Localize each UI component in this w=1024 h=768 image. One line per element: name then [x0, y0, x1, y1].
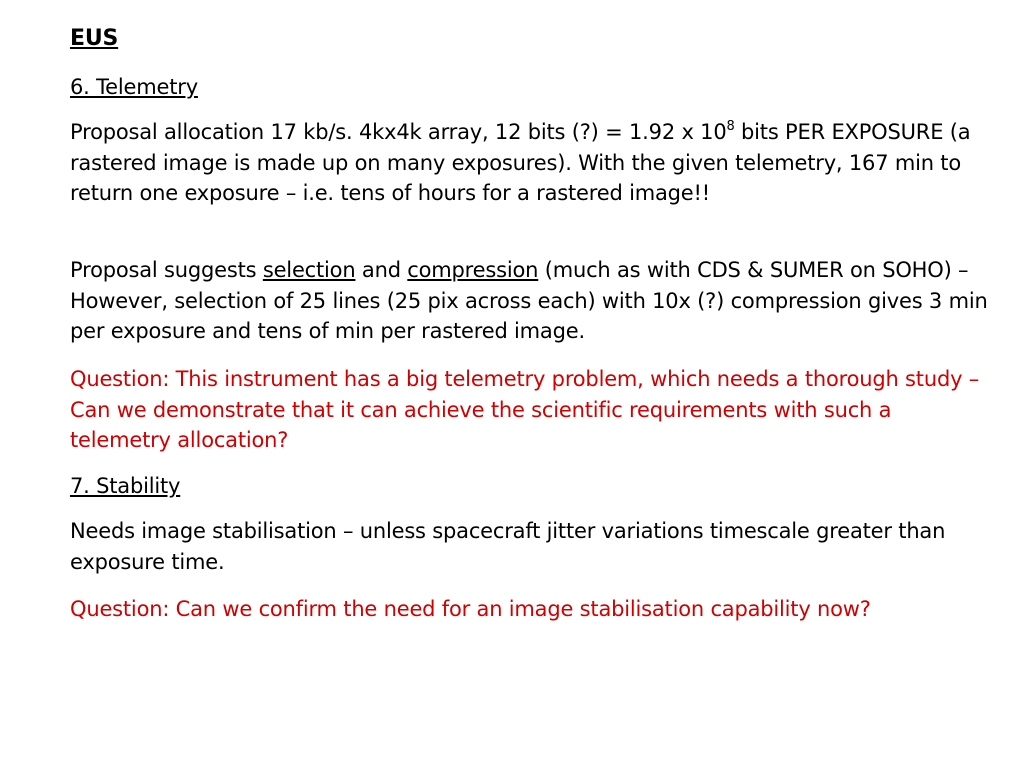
telemetry-paragraph-1-text-a: Proposal allocation 17 kb/s. 4kx4k array, 12 bits (?) = 1.92 x 10: [70, 120, 727, 144]
telemetry-paragraph-2-text-c: (much as with CDS & SUMER on SOHO) – However, selection of 25 lines (25 pix across each) with 10x (?) compression gives 3 min per exposure and tens of min per rastered image.: [70, 258, 988, 343]
telemetry-heading: 6. Telemetry: [70, 75, 198, 99]
stability-heading: 7. Stability: [70, 474, 181, 498]
stability-paragraph: Needs image stabilisation – unless spacecraft jitter variations timescale greater than exposure time.: [70, 519, 946, 574]
slide-title: EUS: [70, 26, 119, 51]
telemetry-question: Question: This instrument has a big telemetry problem, which needs a thorough study – Can we demonstrate that it can achieve the scientific requirements with such a telemetry allocation?: [70, 367, 980, 452]
telemetry-paragraph-1-text-b: bits PER EXPOSURE (a rastered image is made up on many exposures). With the given telemetry, 167 min to return one exposure – i.e. tens of hours for a rastered image!!: [70, 120, 971, 205]
selection-term: selection: [262, 258, 356, 282]
telemetry-paragraph-1: [70, 117, 990, 209]
compression-term: compression: [407, 258, 539, 282]
stability-question: Question: Can we confirm the need for an image stabilisation capability now?: [70, 597, 871, 621]
exponent: 8: [726, 119, 735, 134]
telemetry-paragraph-2-text-b: and: [355, 258, 408, 282]
telemetry-paragraph-2-text-a: Proposal suggests: [70, 258, 263, 282]
telemetry-paragraph-2: [70, 255, 990, 347]
